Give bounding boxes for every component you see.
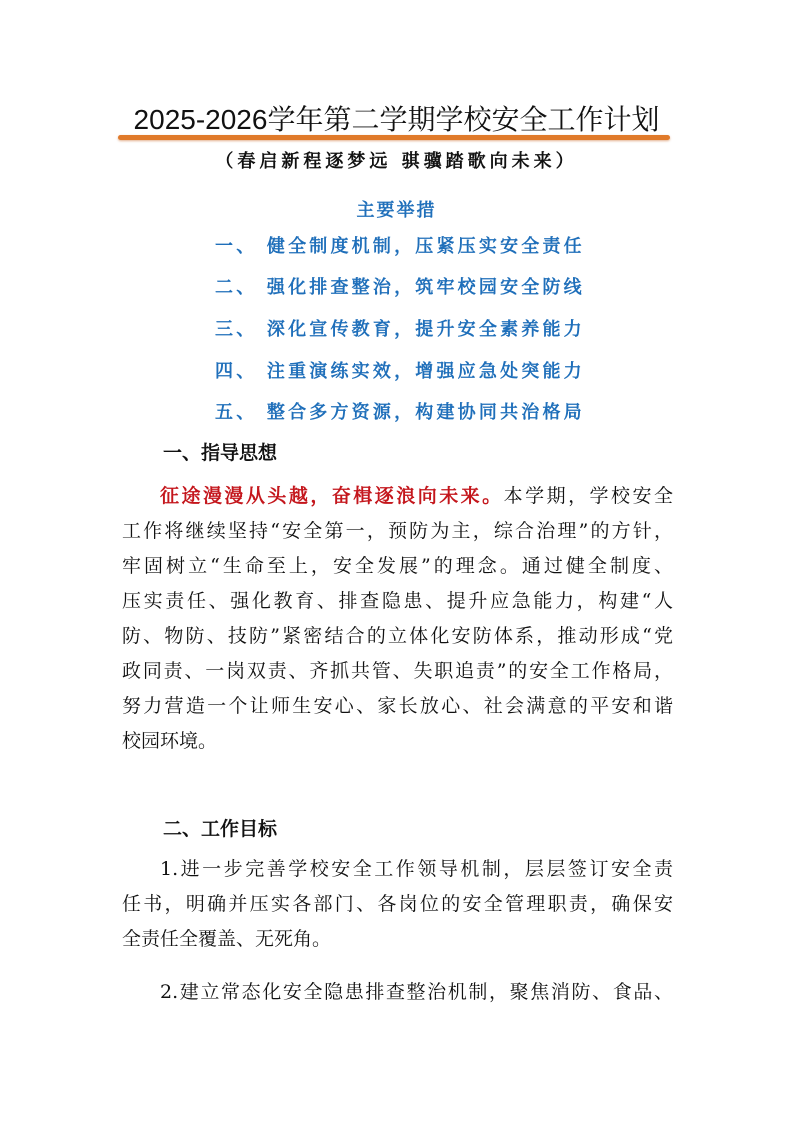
measure-item: 三、 深化宣传教育，提升安全素养能力 xyxy=(215,319,585,340)
measure-item: 一、 健全制度机制，压紧压实安全责任 xyxy=(215,236,585,257)
paragraph-line: 努力营造一个让师生安心、家长放心、社会满意的平安和谐 xyxy=(122,695,673,717)
paragraph-line: 工作将继续坚持“安全第一，预防为主，综合治理”的方针， xyxy=(122,520,673,542)
goal-line: 任书，明确并压实各部门、各岗位的安全管理职责，确保安 xyxy=(122,893,673,915)
measure-item: 五、 整合多方资源，构建协同共治格局 xyxy=(215,402,585,423)
goal-line: 1.进一步完善学校安全工作领导机制，层层签订安全责 xyxy=(160,858,673,880)
paragraph-line: 政同责、一岗双责、齐抓共管、失职追责”的安全工作格局， xyxy=(122,660,673,682)
title-underline xyxy=(118,135,670,140)
document-subtitle: （春启新程逐梦远 骐骥踏歌向未来） xyxy=(215,151,578,172)
section-heading-guiding: 一、指导思想 xyxy=(163,442,278,464)
highlight-text: 征途漫漫从头越，奋楫逐浪向未来。 xyxy=(160,485,504,507)
paragraph-line: 牢固树立“生命至上，安全发展”的理念。通过健全制度、 xyxy=(122,555,673,577)
measure-item: 二、 强化排查整治，筑牢校园安全防线 xyxy=(215,277,585,298)
goal-line: 全责任全覆盖、无死角。 xyxy=(122,928,332,950)
document-title: 2025-2026学年第二学期学校安全工作计划 xyxy=(133,104,660,135)
paragraph-line: 压实责任、强化教育、排查隐患、提升应急能力，构建“人 xyxy=(122,590,673,612)
paragraph-line: 校园环境。 xyxy=(122,730,218,752)
goal-line: 2.建立常态化安全隐患排查整治机制，聚焦消防、食品、 xyxy=(160,981,673,1003)
measure-item: 四、 注重演练实效，增强应急处突能力 xyxy=(215,361,585,382)
paragraph-line xyxy=(160,481,673,508)
measures-heading: 主要举措 xyxy=(356,200,437,221)
paragraph-line: 防、物防、技防”紧密结合的立体化安防体系，推动形成“党 xyxy=(122,625,673,647)
paragraph-text: 本学期，学校安全 xyxy=(503,485,673,507)
section-heading-goals: 二、工作目标 xyxy=(163,818,278,840)
